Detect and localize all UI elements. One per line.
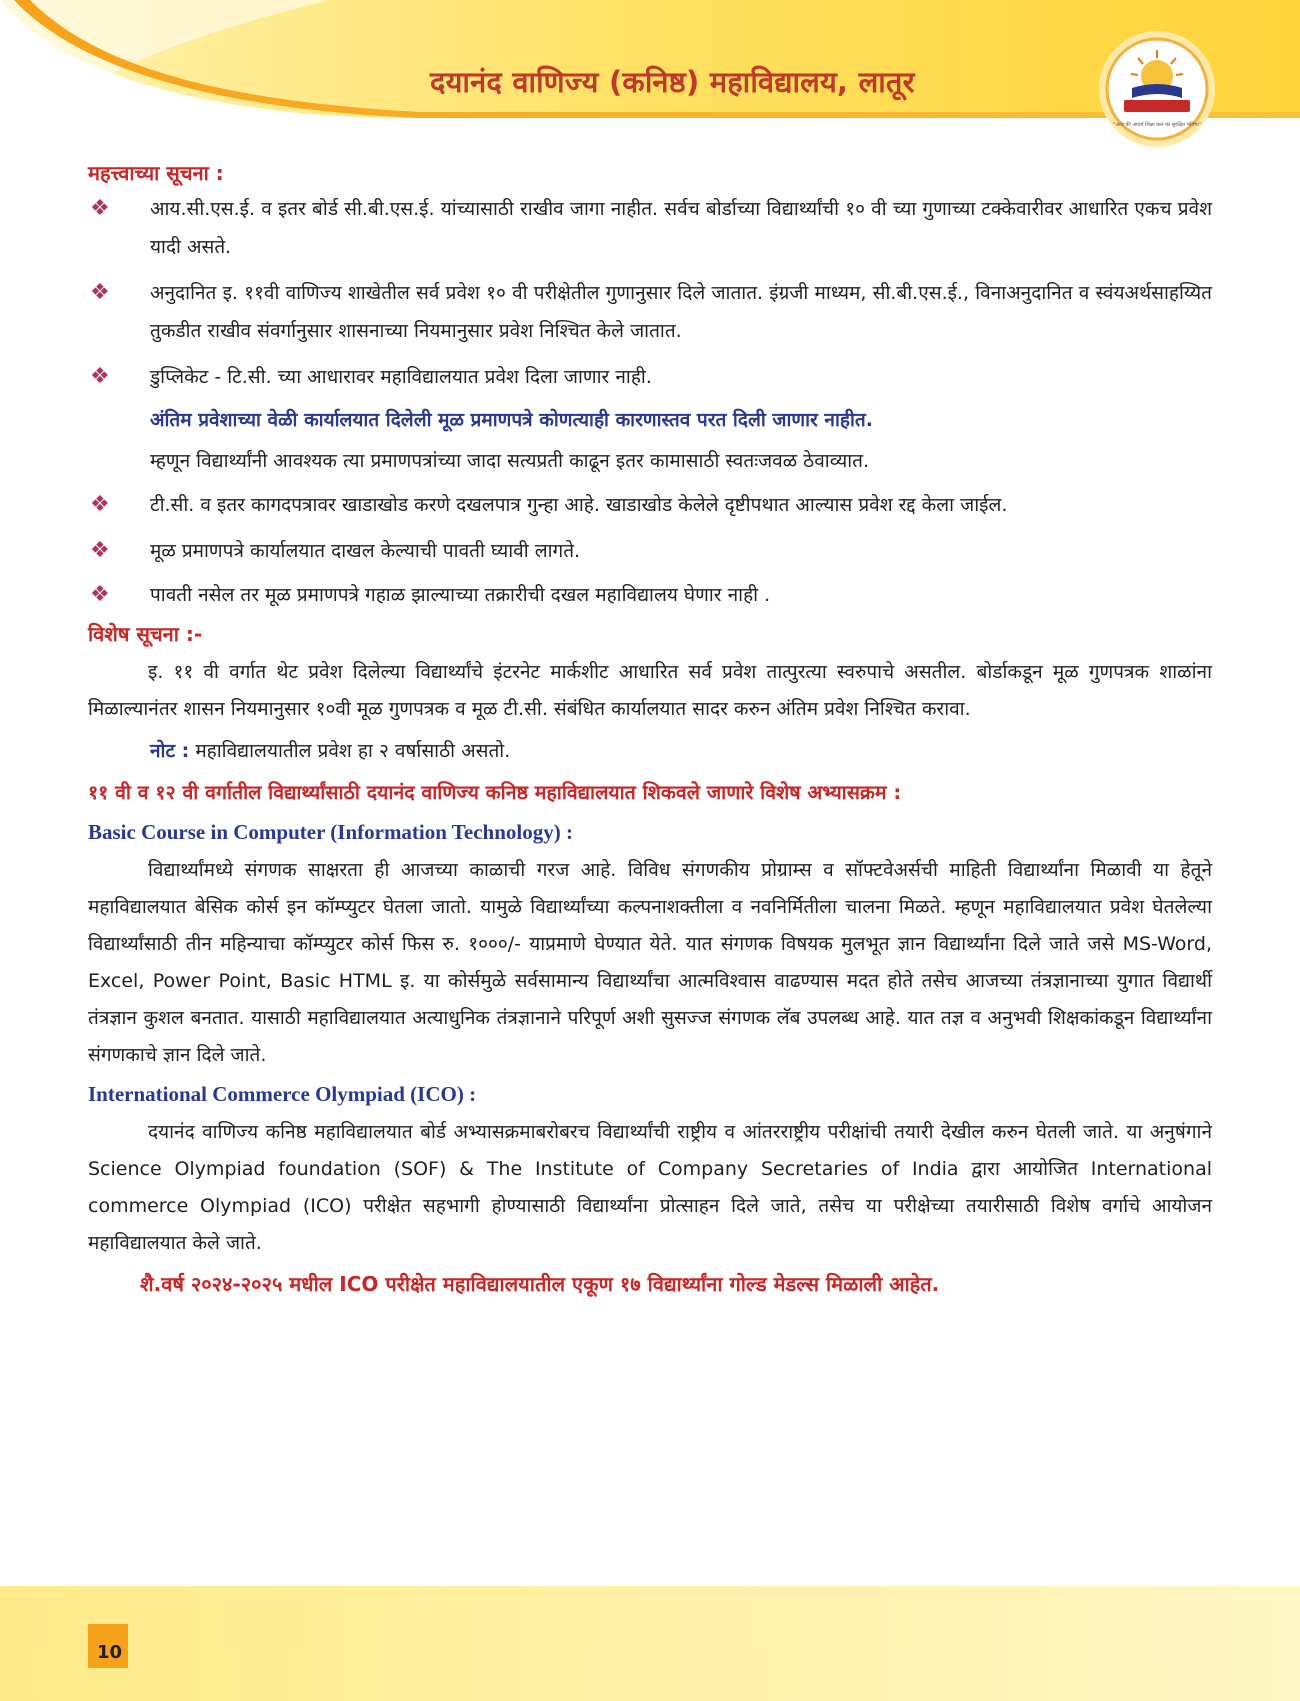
main-content — [88, 158, 1212, 1306]
list-item-text: अनुदानित इ. ११वी वाणिज्य शाखेतील सर्व प्रवेश १० वी परीक्षेतील गुणानुसार दिले जातात. इंग्रजी माध्यम, सी.बी.एस.ई., विनाअनुदानित व स्वंयअर्थसाहय्यित तुकडीत राखीव संवर्गानुसार शासनाच्या नियमानुसार प्रवेश निश्चित केले जातात. — [150, 282, 1212, 342]
list-item-text: डुप्लिकेट - टि.सी. च्या आधारावर महाविद्यालयात प्रवेश दिला जाणार नाही. — [150, 366, 652, 388]
important-list-2 — [88, 486, 1212, 614]
certificate-warning: अंतिम प्रवेशाच्या वेळी कार्यालयात दिलेली मूळ प्रमाणपत्रे कोणत्याही कारणास्तव परत दिली जाणार नाहीत. — [150, 409, 873, 431]
college-logo — [1098, 30, 1216, 148]
diamond-bullet-icon: ❖ — [90, 196, 110, 221]
note-label: नोट : — [150, 740, 190, 762]
list-item-text: आय.सी.एस.ई. व इतर बोर्ड सी.बी.एस.ई. यांच्यासाठी राखीव जागा नाहीत. सर्वच बोर्डाच्या विद्यार्थ्यांची १० वी च्या गुणाच्या टक्केवारीवर आधारित एकच प्रवेश यादी असते. — [150, 198, 1212, 258]
diamond-bullet-icon: ❖ — [90, 582, 110, 607]
list-item — [88, 532, 1212, 570]
list-item-text: मूळ प्रमाणपत्रे कार्यालयात दाखल केल्याची पावती घ्यावी लागते. — [150, 540, 581, 562]
special-heading: विशेष सूचना :- — [88, 622, 203, 646]
list-item-text: पावती नसेल तर मूळ प्रमाणपत्रे गहाळ झाल्याच्या तक्रारीची दखल महाविद्यालय घेणार नाही . — [150, 584, 771, 606]
computer-course-heading: Basic Course in Computer (Information Technology) : — [88, 820, 573, 844]
note-line — [88, 728, 1212, 774]
olympiad-paragraph: दयानंद वाणिज्य कनिष्ठ महाविद्यालयात बोर्ड अभ्यासक्रमाबरोबरच विद्यार्थ्यांची राष्ट्रीय व आंतरराष्ट्रीय परीक्षांची तयारी देखील करुन घेतली जाते. या अनुषंगाने Science Olympiad foundation (SOF) & The Institute of Company Secretaries of India द्वारा आयोजित International commerce Olympiad (ICO) परीक्षेत सहभागी होण्यासाठी विद्यार्थ्यांना प्रोत्साहन दिले जाते, तसेच या परीक्षेच्या तयारीसाठी विशेष वर्गाचे आयोजन महाविद्यालयात केले जाते. — [88, 1121, 1212, 1254]
logo-motto: "आज की आदर्श शिक्षा कल का सुरक्षित भविष्य" — [1112, 122, 1202, 128]
list-item-text: टी.सी. व इतर कागदपत्रावर खाडाखोड करणे दखलपात्र गुन्हा आहे. खाडाखोड केलेले दृष्टीपथात आल्यास प्रवेश रद्द केला जाईल. — [150, 494, 1008, 516]
important-heading: महत्त्वाच्या सूचना : — [88, 161, 224, 185]
computer-course-paragraph: विद्यार्थ्यांमध्ये संगणक साक्षरता ही आजच्या काळाची गरज आहे. विविध संगणकीय प्रोग्राम्स व सॉफ्टवेअर्सची माहिती विद्यार्थ्यांना मिळावी या हेतूने महाविद्यालयात बेसिक कोर्स इन कॉम्प्युटर घेतला जातो. यामुळे विद्यार्थ्यांच्या कल्पनाशक्तीला व नवनिर्मितीला चालना मिळते. म्हणून महाविद्यालयात प्रवेश घेतलेल्या विद्यार्थ्यांसाठी तीन महिन्याचा कॉम्प्युटर कोर्स फिस रु. १०००/- याप्रमाणे घेण्यात येते. यात संगणक विषयक मुलभूत ज्ञान विद्यार्थ्यांना दिले जाते जसे MS-Word, Excel, Power Point, Basic HTML इ. या कोर्समुळे सर्वसामान्य विद्यार्थ्यांचा आत्मविश्वास वाढण्यास मदत होते तसेच आजच्या तंत्रज्ञानाच्या युगात विद्यार्थी तंत्रज्ञान कुशल बनतात. यासाठी महाविद्यालयात अत्याधुनिक तंत्रज्ञानाने परिपूर्ण अशी सुसज्ज संगणक लॅब उपलब्ध आहे. यात तज्ञ व अनुभवी शिक्षकांकडून विद्यार्थ्यांना संगणकाचे ज्ञान दिले जाते. — [88, 859, 1212, 1066]
list-item — [88, 486, 1212, 524]
list-item — [88, 358, 1212, 396]
diamond-bullet-icon: ❖ — [90, 280, 110, 305]
list-item — [88, 190, 1212, 266]
page-number: 10 — [97, 1642, 123, 1663]
note-text: महाविद्यालयातील प्रवेश हा २ वर्षासाठी असतो. — [195, 740, 511, 762]
list-item — [88, 576, 1212, 614]
certificate-note: म्हणून विद्यार्थ्यांनी आवश्यक त्या प्रमाणपत्रांच्या जादा सत्यप्रती काढून इतर कामासाठी स्वतःजवळ ठेवाव्यात. — [150, 450, 870, 472]
ico-achievement: शै.वर्ष २०२४-२०२५ मधील ICO परीक्षेत महाविद्यालयातील एकूण १७ विद्यार्थ्यांना गोल्ड मेडल्स मिळाली आहेत. — [140, 1272, 940, 1296]
college-title: दयानंद वाणिज्य (कनिष्ठ) महाविद्यालय, लातूर — [430, 65, 915, 99]
footer-band — [0, 1586, 1300, 1701]
diamond-bullet-icon: ❖ — [90, 492, 110, 517]
diamond-bullet-icon: ❖ — [90, 538, 110, 563]
important-list — [88, 190, 1212, 396]
diamond-bullet-icon: ❖ — [90, 364, 110, 389]
special-paragraph: इ. ११ वी वर्गात थेट प्रवेश दिलेल्या विद्यार्थ्यांचे इंटरनेट मार्कशीट आधारित सर्व प्रवेश तात्पुरत्या स्वरुपाचे असतील. बोर्डाकडून मूळ गुणपत्रक शाळांना मिळाल्यानंतर शासन नियमानुसार १०वी मूळ गुणपत्रक व मूळ टी.सी. संबंधित कार्यालयात सादर करुन अंतिम प्रवेश निश्चित करावा. — [88, 661, 1212, 720]
list-item — [88, 274, 1212, 350]
olympiad-heading: International Commerce Olympiad (ICO) : — [88, 1082, 477, 1106]
courses-heading: ११ वी व १२ वी वर्गातील विद्यार्थ्यांसाठी दयानंद वाणिज्य कनिष्ठ महाविद्यालयात शिकवले जाणारे विशेष अभ्यासक्रम : — [88, 781, 902, 804]
